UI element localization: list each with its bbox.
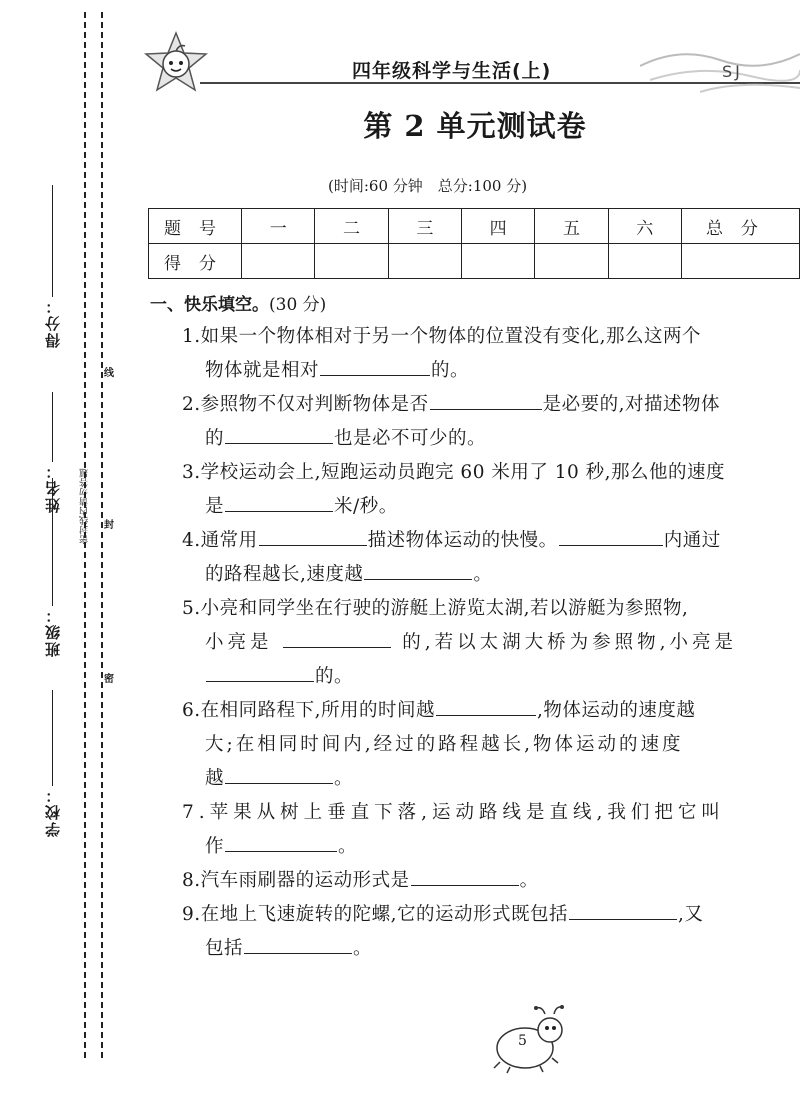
score-cell[interactable]	[462, 244, 535, 279]
question-text: 是	[205, 496, 225, 517]
question-text: 是必要的,对描述物体	[542, 394, 721, 415]
question-8	[182, 866, 800, 900]
question-5	[182, 594, 800, 628]
row-header-question-number: 题号	[149, 209, 242, 244]
edition-code: SJ	[722, 62, 743, 81]
score-cell[interactable]	[242, 244, 315, 279]
question-text: ,物体运动的速度越	[537, 700, 696, 721]
question-text: 小亮是	[205, 632, 273, 653]
document-title: 第 2 单元测试卷	[363, 109, 587, 143]
seal-char-feng: 封	[104, 520, 114, 531]
seal-char-xian: 线	[104, 368, 114, 379]
answer-blank[interactable]	[206, 680, 314, 682]
time-info: (时间:60 分钟 总分:100 分)	[328, 177, 528, 195]
answer-blank[interactable]	[244, 952, 352, 954]
score-cell-total[interactable]	[681, 244, 799, 279]
table-row	[149, 244, 800, 279]
answer-blank[interactable]	[225, 510, 333, 512]
score-label: 得分：	[43, 297, 62, 348]
score-cell[interactable]	[315, 244, 388, 279]
answer-blank[interactable]	[569, 918, 677, 920]
question-1-cont	[182, 356, 800, 390]
seal-note: 密封线内请勿答题	[80, 468, 90, 544]
answer-blank[interactable]	[225, 850, 337, 852]
score-cell[interactable]	[608, 244, 681, 279]
question-text: 物体就是相对	[205, 360, 320, 381]
question-number: 1.	[182, 326, 201, 347]
question-6-cont-2	[182, 764, 800, 798]
answer-blank[interactable]	[283, 646, 391, 648]
row-header-score: 得分	[149, 244, 242, 279]
question-text: 在相同路程下,所用的时间越	[200, 700, 436, 721]
section-heading	[150, 290, 326, 315]
question-4-cont	[182, 560, 800, 594]
question-text: 描述物体运动的快慢。	[367, 530, 558, 551]
score-table	[148, 208, 800, 279]
question-5-cont	[182, 628, 800, 662]
answer-blank[interactable]	[559, 544, 663, 546]
question-text: 内通过	[663, 530, 721, 551]
question-text: 大;在相同时间内,经过的路程越长,物体运动的速度	[205, 734, 684, 755]
column-header-total: 总分	[681, 209, 799, 244]
name-field	[40, 392, 64, 513]
question-number: 2.	[182, 394, 201, 415]
question-text: ,又	[678, 904, 704, 925]
question-text: 。	[338, 836, 358, 857]
question-text: 。	[519, 870, 539, 891]
question-text: 作	[205, 836, 225, 857]
question-4	[182, 526, 800, 560]
question-text: 。	[334, 768, 354, 789]
page-number: 5	[518, 1033, 527, 1049]
question-7	[182, 798, 800, 832]
answer-blank[interactable]	[320, 374, 430, 376]
question-text: 苹果从树上垂直下落,运动路线是直线,我们把它叫	[209, 802, 725, 823]
school-label: 学校：	[43, 786, 62, 837]
question-number: 7.	[182, 802, 210, 823]
column-header: 四	[462, 209, 535, 244]
question-5-cont-2	[182, 662, 800, 696]
column-header: 三	[388, 209, 461, 244]
name-label: 姓名：	[43, 462, 62, 513]
question-text: 。	[353, 938, 373, 959]
question-9	[182, 900, 800, 934]
question-number: 5.	[182, 598, 201, 619]
question-text: 的。	[315, 666, 354, 687]
question-text: 在地上飞速旋转的陀螺,它的运动形式既包括	[200, 904, 569, 925]
score-cell[interactable]	[535, 244, 608, 279]
question-text: 越	[205, 768, 225, 789]
question-number: 4.	[182, 530, 201, 551]
question-text: 。	[473, 564, 493, 585]
question-text: 的路程越长,速度越	[205, 564, 364, 585]
question-text: 的	[205, 428, 225, 449]
question-text: 如果一个物体相对于另一个物体的位置没有变化,那么这两个	[200, 326, 702, 347]
score-field	[40, 185, 64, 348]
seal-line-right	[101, 12, 103, 1058]
answer-blank[interactable]	[430, 408, 542, 410]
answer-blank[interactable]	[225, 442, 333, 444]
school-field	[40, 690, 64, 837]
question-7-cont	[182, 832, 800, 866]
question-6-cont	[182, 730, 800, 764]
star-mascot-logo	[143, 30, 209, 96]
book-title: 四年级科学与生活(上)	[352, 60, 552, 82]
answer-blank[interactable]	[225, 782, 333, 784]
question-number: 9.	[182, 904, 201, 925]
question-6	[182, 696, 800, 730]
decorative-wave	[640, 36, 800, 96]
question-text: 通常用	[200, 530, 258, 551]
question-2	[182, 390, 800, 424]
question-text: 包括	[205, 938, 244, 959]
question-1	[182, 322, 800, 356]
question-text: 学校运动会上,短跑运动员跑完 60 米用了 10 秒,那么他的速度	[200, 462, 726, 483]
section-points: (30 分)	[269, 295, 327, 315]
question-text: 的,若以太湖大桥为参照物,小亮是	[402, 632, 738, 653]
class-label: 班级：	[43, 606, 62, 657]
ladybug-icon	[490, 1004, 570, 1074]
column-header: 五	[535, 209, 608, 244]
section-title: 一、快乐填空。	[150, 295, 269, 315]
score-cell[interactable]	[388, 244, 461, 279]
question-text: 米/秒。	[334, 496, 398, 517]
question-2-cont	[182, 424, 800, 458]
question-text: 小亮和同学坐在行驶的游艇上游览太湖,若以游艇为参照物,	[200, 598, 689, 619]
question-3	[182, 458, 800, 492]
question-number: 3.	[182, 462, 201, 483]
seal-char-mi: 密	[104, 674, 114, 685]
question-text: 也是必不可少的。	[334, 428, 487, 449]
question-text: 参照物不仅对判断物体是否	[200, 394, 429, 415]
question-number: 6.	[182, 700, 201, 721]
question-text: 的。	[431, 360, 470, 381]
column-header: 六	[608, 209, 681, 244]
column-header: 二	[315, 209, 388, 244]
answer-blank[interactable]	[411, 884, 519, 886]
question-text: 汽车雨刷器的运动形式是	[200, 870, 410, 891]
question-3-cont	[182, 492, 800, 526]
answer-blank[interactable]	[436, 714, 536, 716]
table-row	[149, 209, 800, 244]
question-9-cont	[182, 934, 800, 968]
question-list	[182, 322, 800, 968]
answer-blank[interactable]	[364, 578, 472, 580]
question-number: 8.	[182, 870, 201, 891]
column-header: 一	[242, 209, 315, 244]
answer-blank[interactable]	[259, 544, 367, 546]
